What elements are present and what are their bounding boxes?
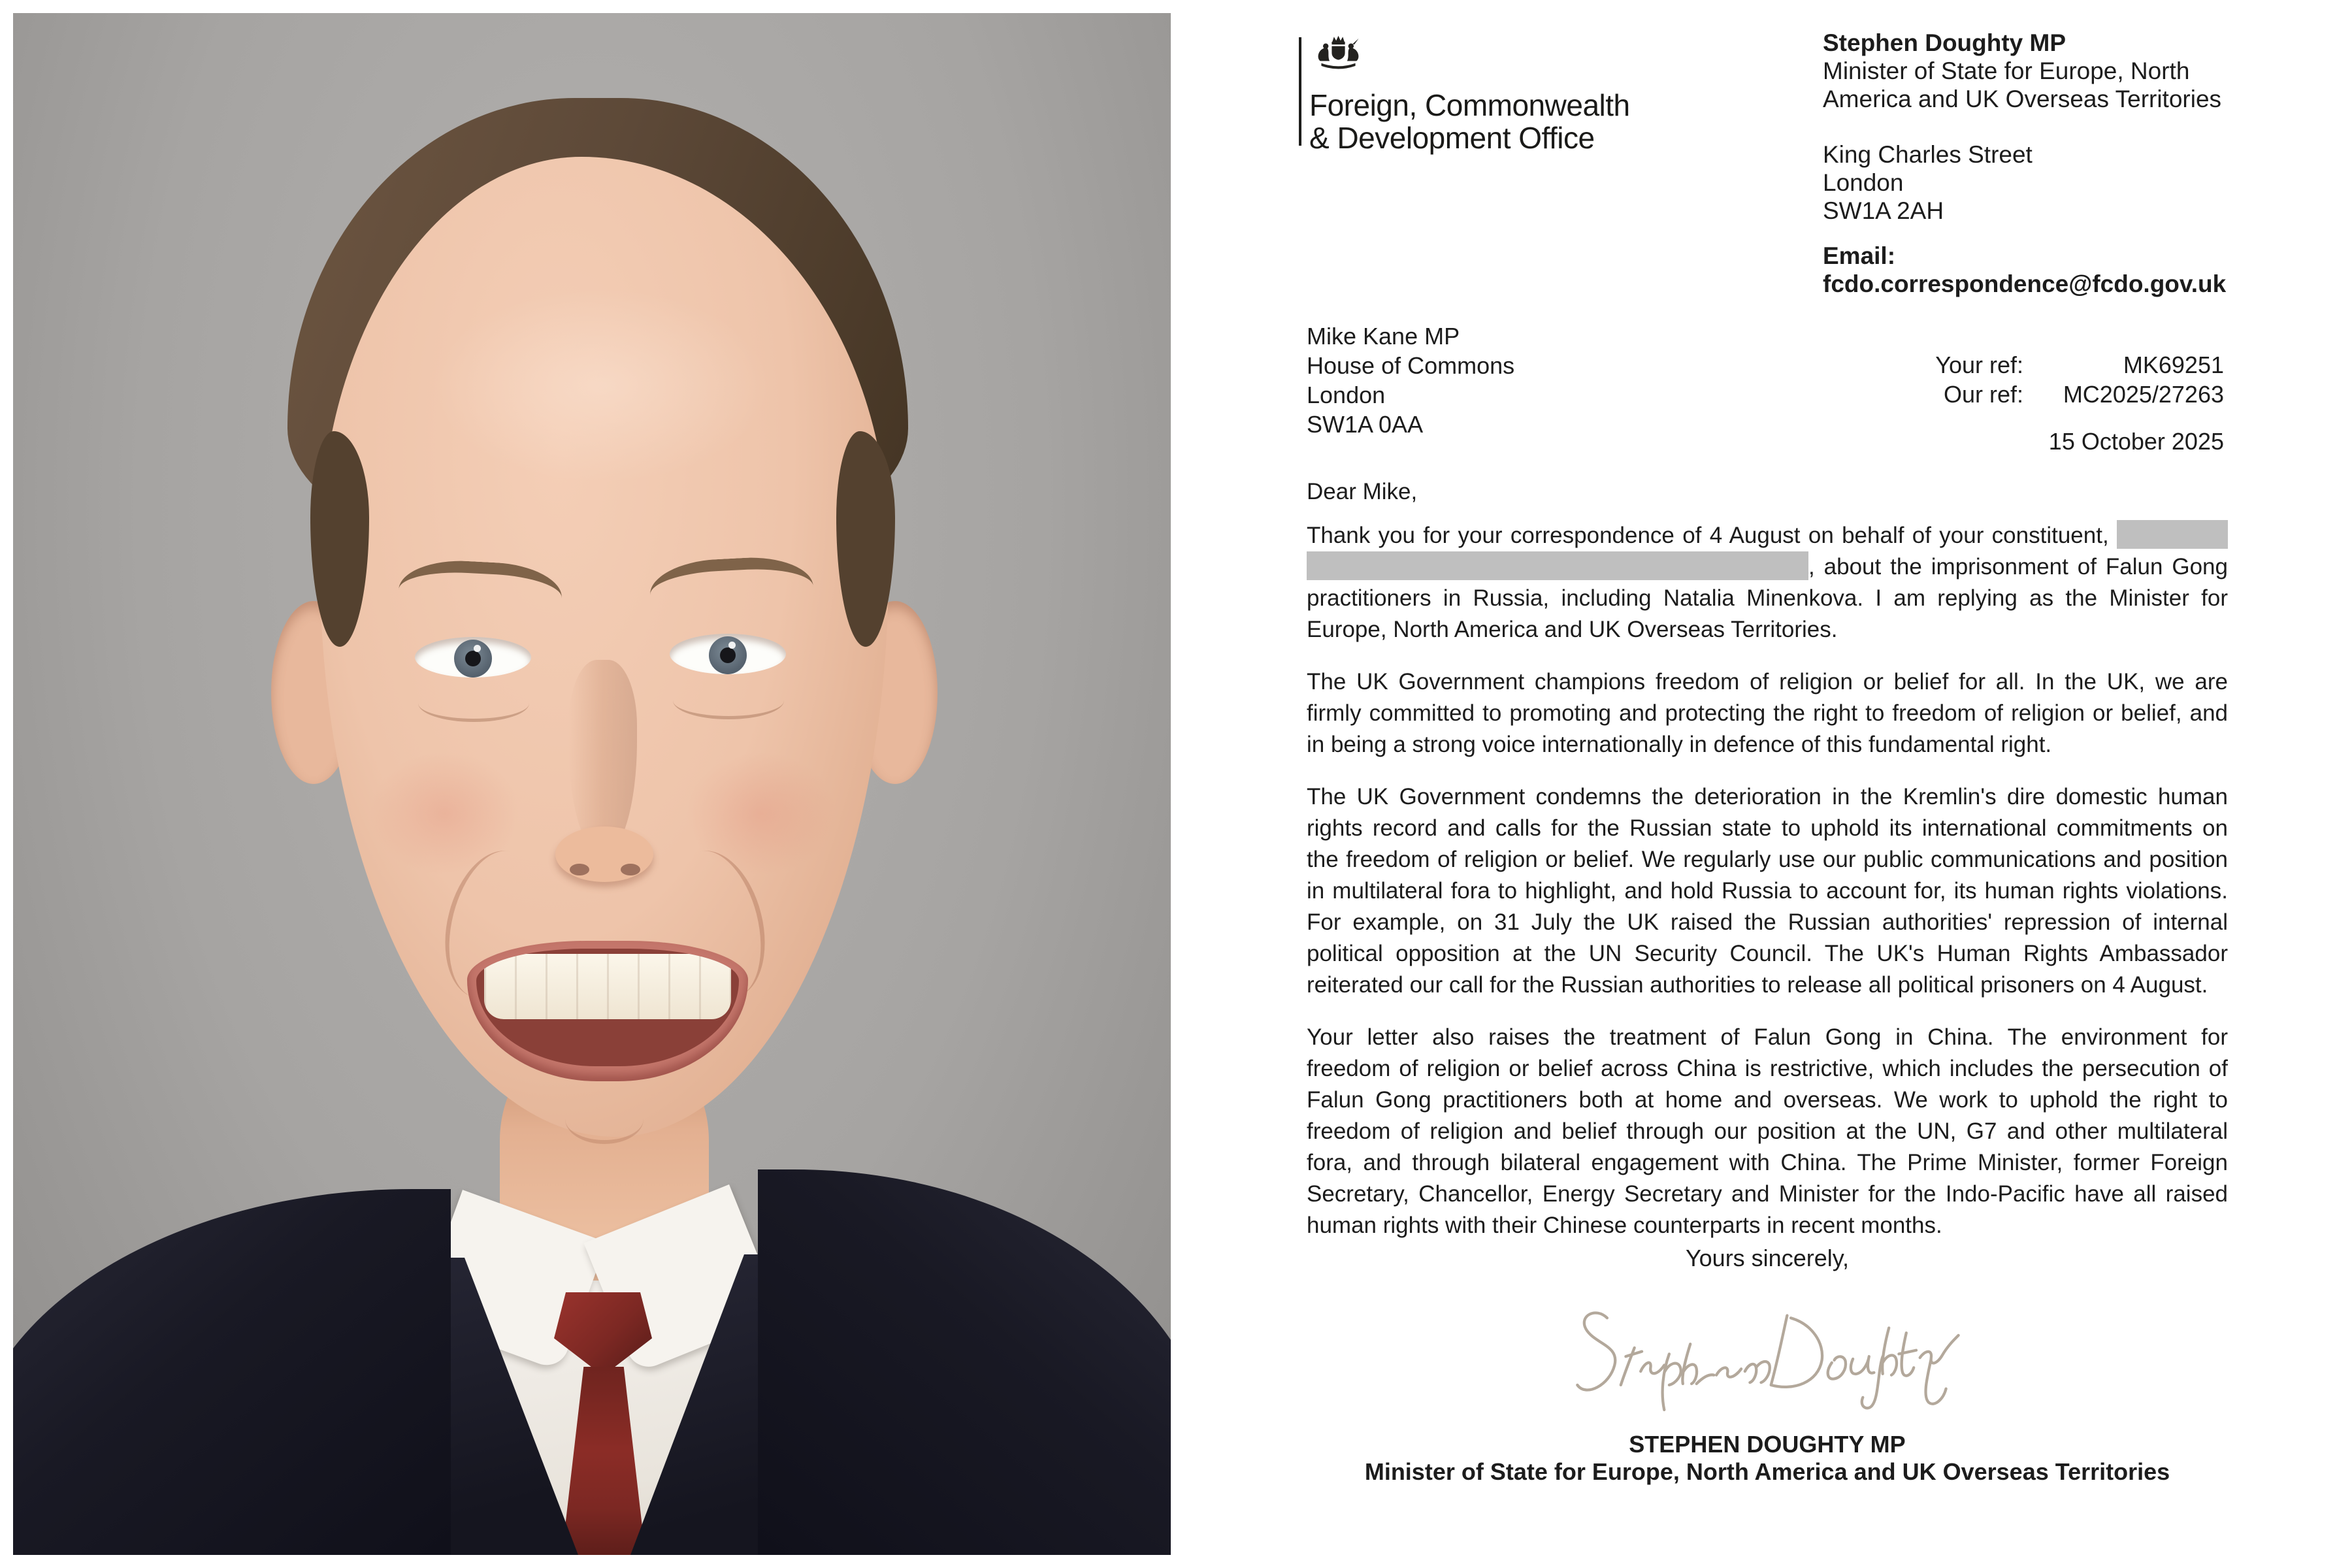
sender-block bbox=[1823, 29, 2228, 298]
letter-body bbox=[1307, 520, 2228, 1262]
portrait-photo bbox=[13, 13, 1171, 1555]
body-text: Thank you for your correspondence of 4 August on behalf of your constituent, bbox=[1307, 523, 2117, 548]
signature-image bbox=[1565, 1297, 1970, 1421]
body-text: the freedom of religion or belief. We regularly use our public communications and position bbox=[1307, 847, 2228, 872]
body-text: fora, and through bilateral engagement with China. The Prime Minister, former Foreign bbox=[1307, 1150, 2228, 1175]
paragraph bbox=[1307, 781, 2228, 1001]
portrait-nose-tip bbox=[555, 826, 653, 882]
body-line bbox=[1307, 1179, 2228, 1210]
body-text: practitioners in Russia, including Natalia Minenkova. I am replying as the Minister for bbox=[1307, 585, 2228, 611]
redaction-box bbox=[1307, 551, 1808, 580]
body-text: , about the imprisonment of Falun Gong bbox=[1808, 554, 2228, 580]
portrait-forehead-highlight bbox=[431, 287, 771, 483]
portrait-eye-highlight-right bbox=[728, 642, 736, 649]
paragraph bbox=[1307, 520, 2228, 645]
body-text: firmly committed to promoting and protecting the right to freedom of religion or belief, and bbox=[1307, 700, 2228, 726]
portrait-pupil-right bbox=[720, 647, 736, 663]
body-text: Your letter also raises the treatment of Falun Gong in China. The environment for bbox=[1307, 1024, 2228, 1050]
sender-address-line3: SW1A 2AH bbox=[1823, 197, 1944, 224]
sender-title-line2: America and UK Overseas Territories bbox=[1823, 86, 2222, 112]
recipient-address-line2: London bbox=[1307, 382, 1386, 408]
recipient-name: Mike Kane MP bbox=[1307, 323, 1460, 350]
fcdo-logo-bar bbox=[1299, 37, 1301, 146]
our-ref-value: MC2025/27263 bbox=[2063, 381, 2224, 408]
body-line bbox=[1307, 614, 2228, 645]
department-name-line2: & Development Office bbox=[1309, 121, 1595, 155]
our-ref-label: Our ref: bbox=[1943, 381, 2023, 408]
portrait-iris-right bbox=[709, 636, 747, 674]
body-text: in being a strong voice internationally in defence of this fundamental right. bbox=[1307, 732, 2052, 757]
body-text: Falun Gong practitioners both at home and overseas. We work to uphold the right to bbox=[1307, 1087, 2228, 1113]
body-text: political opposition at the UN Security Council. The UK's Human Rights Ambassador bbox=[1307, 941, 2228, 966]
letter bbox=[1307, 0, 2228, 1568]
paragraph bbox=[1307, 666, 2228, 760]
body-text: human rights with their Chinese counterparts in recent months. bbox=[1307, 1213, 1942, 1238]
body-text: in multilateral fora to highlight, and hold Russia to account for, its human rights violations. bbox=[1307, 878, 2228, 904]
body-line bbox=[1307, 1022, 2228, 1053]
body-line bbox=[1307, 666, 2228, 698]
recipient-address-line3: SW1A 0AA bbox=[1307, 411, 1424, 438]
department-name-line1: Foreign, Commonwealth bbox=[1309, 88, 1630, 122]
portrait-cheek-right bbox=[686, 751, 836, 875]
your-ref-value: MK69251 bbox=[2123, 351, 2224, 378]
portrait-jacket-left bbox=[13, 1189, 451, 1555]
body-line bbox=[1307, 844, 2228, 875]
body-text: freedom of religion or belief across China is restrictive, which includes the persecution of bbox=[1307, 1056, 2228, 1081]
portrait-jacket-right bbox=[758, 1169, 1171, 1555]
signoff-name: STEPHEN DOUGHTY MP bbox=[1629, 1431, 1906, 1458]
body-line bbox=[1307, 1053, 2228, 1085]
recipient-block bbox=[1307, 321, 1514, 439]
body-line bbox=[1307, 1210, 2228, 1241]
body-line bbox=[1307, 1116, 2228, 1147]
royal-coat-of-arms-icon bbox=[1309, 34, 1364, 84]
body-line bbox=[1307, 729, 2228, 760]
body-line bbox=[1307, 813, 2228, 844]
body-line bbox=[1307, 520, 2228, 551]
portrait-eye-right bbox=[670, 634, 786, 674]
portrait-eye-left bbox=[415, 637, 531, 678]
sender-name: Stephen Doughty MP bbox=[1823, 29, 2066, 56]
portrait-nostril-left bbox=[570, 864, 589, 875]
body-line bbox=[1307, 970, 2228, 1001]
portrait-iris-left bbox=[454, 640, 492, 678]
sender-email: fcdo.correspondence@fcdo.gov.uk bbox=[1823, 270, 2227, 297]
letter-date: 15 October 2025 bbox=[2048, 428, 2224, 455]
your-ref-row bbox=[1935, 350, 2224, 380]
closing-line: Yours sincerely, bbox=[1685, 1245, 1850, 1271]
body-text: The UK Government condemns the deterioration in the Kremlin's dire domestic human bbox=[1307, 784, 2228, 809]
portrait-eye-highlight-left bbox=[474, 645, 481, 652]
redaction-box bbox=[2117, 520, 2228, 549]
body-text: reiterated our call for the Russian authorities to release all political prisoners on 4 August. bbox=[1307, 972, 2208, 998]
sender-title-line1: Minister of State for Europe, North bbox=[1823, 57, 2190, 84]
portrait-cheek-left bbox=[369, 751, 519, 875]
sender-address-line2: London bbox=[1823, 169, 1904, 196]
body-text: For example, on 31 July the UK raised the Russian authorities' repression of internal bbox=[1307, 909, 2228, 935]
signoff-title: Minister of State for Europe, North America and UK Overseas Territories bbox=[1364, 1458, 2170, 1485]
body-line bbox=[1307, 1147, 2228, 1179]
salutation: Dear Mike, bbox=[1307, 479, 1418, 504]
body-text: Europe, North America and UK Overseas Territories. bbox=[1307, 617, 1838, 642]
department-name bbox=[1309, 89, 1630, 154]
sender-address-line1: King Charles Street bbox=[1823, 141, 2033, 168]
our-ref-row bbox=[1935, 380, 2224, 409]
portrait-chin-crease bbox=[565, 1094, 644, 1144]
body-text: The UK Government champions freedom of religion or belief for all. In the UK, we are bbox=[1307, 669, 2228, 694]
sender-email-label: Email: bbox=[1823, 242, 1896, 269]
portrait-eyebag-left bbox=[418, 685, 529, 722]
body-text: freedom of religion and belief through our position at the UN, G7 and other multilateral bbox=[1307, 1119, 2228, 1144]
portrait-nostril-right bbox=[621, 864, 640, 875]
body-line bbox=[1307, 698, 2228, 729]
body-text: rights record and calls for the Russian state to uphold its international commitments on bbox=[1307, 815, 2228, 841]
portrait-pupil-left bbox=[465, 651, 481, 666]
body-line bbox=[1307, 1085, 2228, 1116]
body-line bbox=[1307, 551, 2228, 583]
references-block bbox=[1935, 350, 2224, 409]
your-ref-label: Your ref: bbox=[1935, 351, 2023, 378]
portrait-eyebag-right bbox=[673, 682, 784, 719]
body-line bbox=[1307, 907, 2228, 938]
recipient-address-line1: House of Commons bbox=[1307, 352, 1515, 379]
body-line bbox=[1307, 781, 2228, 813]
body-line bbox=[1307, 938, 2228, 970]
paragraph bbox=[1307, 1022, 2228, 1241]
body-line bbox=[1307, 583, 2228, 614]
portrait-teeth bbox=[484, 954, 731, 1019]
portrait-mouth-inner bbox=[476, 949, 739, 1066]
body-text: Secretary, Chancellor, Energy Secretary and Minister for the Indo-Pacific have all raised bbox=[1307, 1181, 2228, 1207]
body-line bbox=[1307, 875, 2228, 907]
